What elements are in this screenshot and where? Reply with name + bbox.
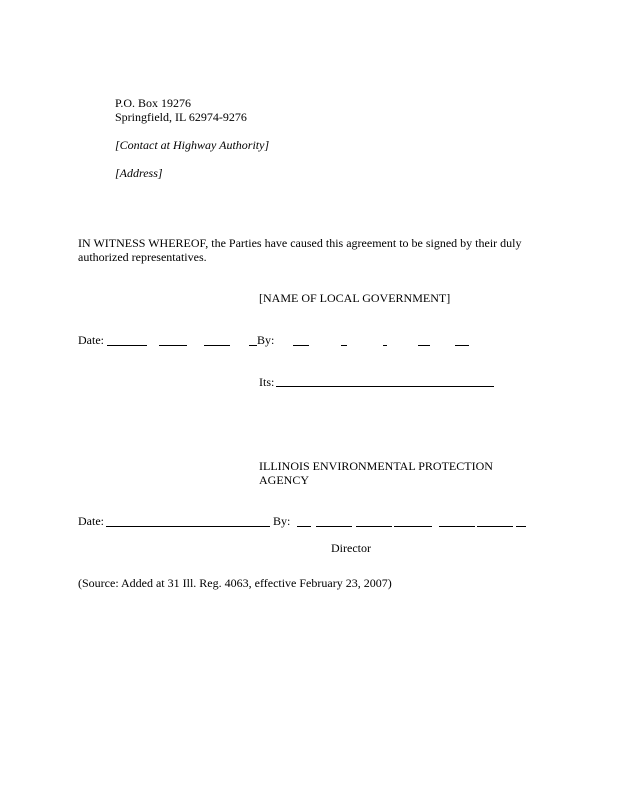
agency-name-line-1: ILLINOIS ENVIRONMENTAL PROTECTION [259, 459, 493, 473]
address-placeholder: [Address] [115, 166, 163, 180]
local-gov-by-label: By: [257, 333, 275, 347]
agency-date-blank [106, 526, 270, 527]
agency-by-label: By: [273, 514, 291, 528]
agency-signature-blank-3 [356, 526, 392, 527]
local-gov-its-blank [276, 386, 494, 387]
local-gov-date-blank-4 [249, 345, 257, 346]
local-gov-date-label: Date: [78, 333, 104, 347]
agency-signer-title: Director [331, 541, 371, 555]
local-gov-date-blank-1 [107, 345, 147, 346]
contact-placeholder: [Contact at Highway Authority] [115, 138, 270, 152]
local-gov-signature-blank-1 [293, 345, 309, 346]
local-gov-date-blank-3 [204, 345, 230, 346]
agency-signature-blank-1 [297, 526, 311, 527]
local-gov-date-blank-2 [159, 345, 187, 346]
witness-clause-line-1: IN WITNESS WHEREOF, the Parties have caused this agreement to be signed by their duly [78, 236, 522, 250]
local-gov-its-label: Its: [259, 375, 275, 389]
local-gov-signature-blank-2 [341, 345, 347, 346]
agency-signature-blank-5 [439, 526, 475, 527]
local-gov-signature-blank-5 [455, 345, 469, 346]
agency-signature-blank-7 [516, 526, 526, 527]
city-state-zip-line: Springfield, IL 62974-9276 [115, 110, 247, 124]
agency-signature-blank-6 [477, 526, 513, 527]
source-note: (Source: Added at 31 Ill. Reg. 4063, effective February 23, 2007) [78, 576, 392, 590]
witness-clause-line-2: authorized representatives. [78, 250, 207, 264]
local-gov-signature-blank-4 [418, 345, 430, 346]
agency-date-label: Date: [78, 514, 104, 528]
agency-name-line-2: AGENCY [259, 473, 309, 487]
po-box-line: P.O. Box 19276 [115, 96, 192, 110]
agency-signature-blank-4 [394, 526, 432, 527]
local-gov-signature-blank-3 [383, 345, 387, 346]
agency-signature-blank-2 [316, 526, 352, 527]
local-government-name: [NAME OF LOCAL GOVERNMENT] [259, 291, 451, 305]
